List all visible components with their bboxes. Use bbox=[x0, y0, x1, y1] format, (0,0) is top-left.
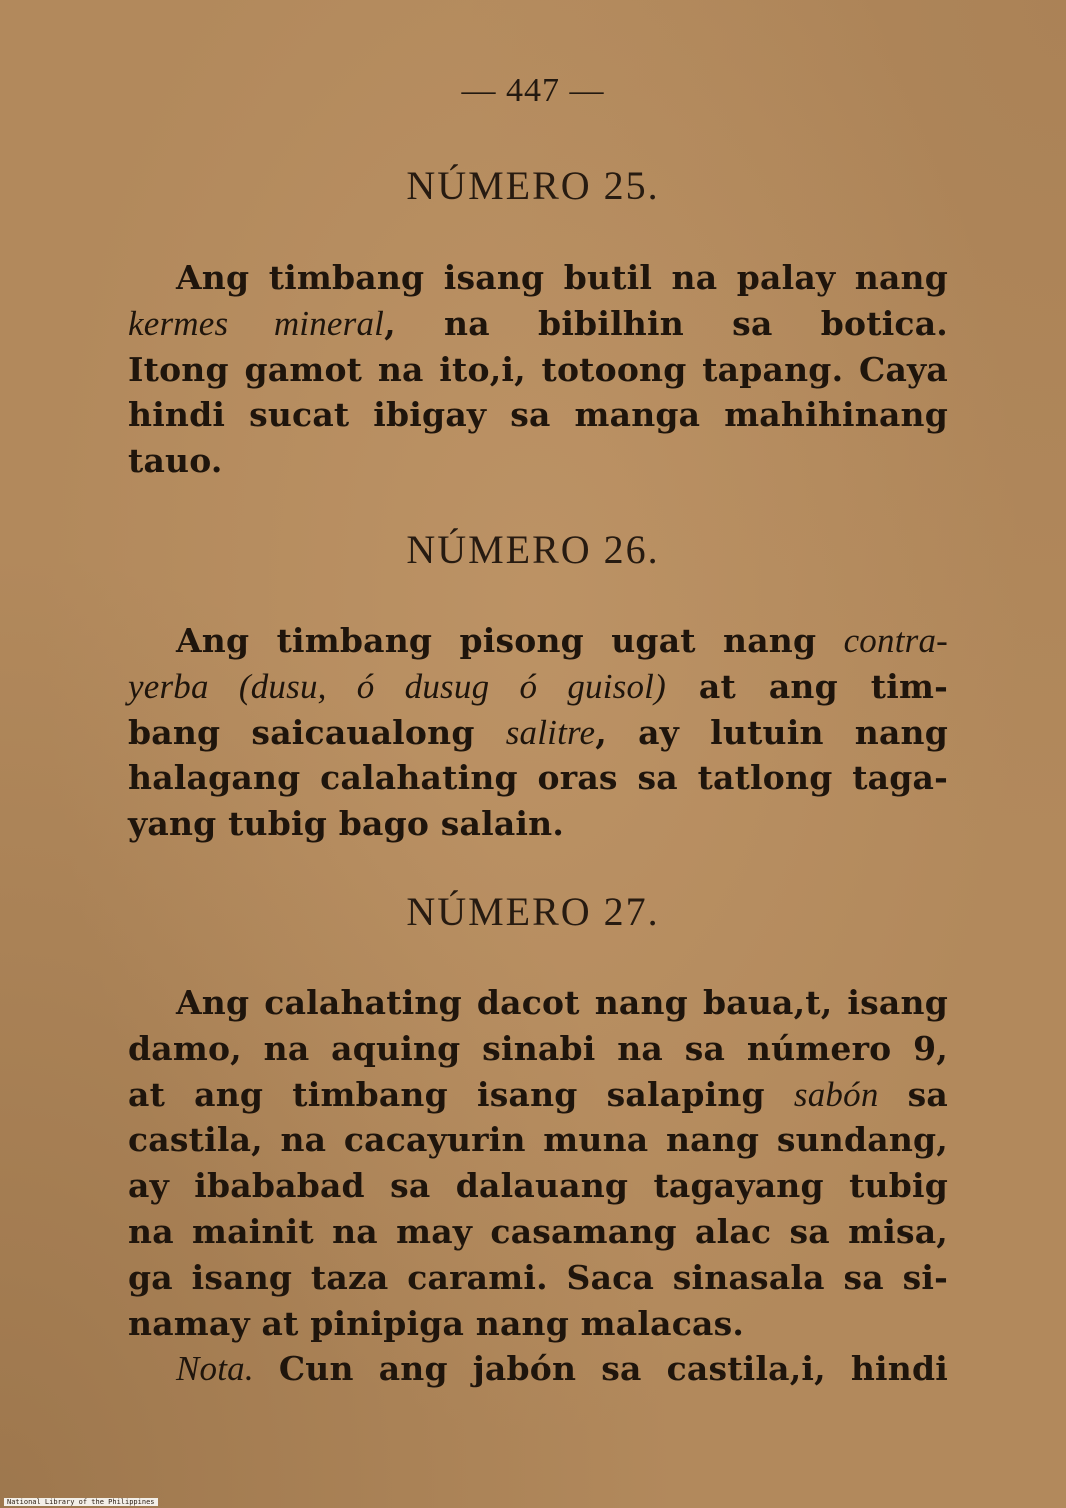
section-body-26 bbox=[128, 618, 948, 847]
text-fragment: Cun ang jabón sa castila,i, hindi bbox=[253, 1349, 948, 1389]
section-body-25 bbox=[128, 255, 948, 484]
text-line: yang tubig bago salain. bbox=[128, 804, 565, 844]
text-line: damo, na aquing sinabi na sa número 9, bbox=[128, 1028, 948, 1068]
section-heading-26: NÚMERO 26. bbox=[406, 527, 660, 572]
text-line bbox=[128, 1346, 948, 1392]
text-line: namay at pinipiga nang malacas. bbox=[128, 1303, 745, 1343]
text-fragment: at ang tim- bbox=[665, 666, 948, 706]
section-body-27 bbox=[128, 980, 948, 1392]
text-line: castila, na cacayurin muna nang sundang, bbox=[128, 1120, 948, 1160]
text-line bbox=[128, 1072, 948, 1118]
text-line: tauo. bbox=[128, 441, 223, 481]
italic-term: contra- bbox=[843, 621, 948, 660]
text-line bbox=[128, 301, 948, 347]
italic-term: Nota. bbox=[176, 1349, 254, 1389]
text-line: ay ibababad sa dalauang tagayang tubig bbox=[128, 1166, 948, 1206]
text-line bbox=[128, 710, 948, 756]
text-line bbox=[128, 664, 948, 710]
text-fragment: at ang timbang isang salaping bbox=[128, 1074, 794, 1114]
italic-term: salitre bbox=[505, 712, 596, 752]
text-line: Itong gamot na ito,i, totoong tapang. Caya bbox=[128, 349, 948, 389]
text-fragment: sa bbox=[878, 1074, 948, 1114]
text-line: halagang calahating oras sa tatlong taga- bbox=[128, 758, 948, 798]
section-heading-27: NÚMERO 27. bbox=[406, 889, 660, 934]
text-fragment: bang saicaualong bbox=[128, 712, 506, 752]
text-line: ga isang taza carami. Saca sinasala sa si- bbox=[128, 1257, 948, 1297]
section-heading-25: NÚMERO 25. bbox=[406, 163, 660, 208]
text-line: na mainit na may casamang alac sa misa, bbox=[128, 1211, 948, 1251]
text-line: Ang calahating dacot nang baua,t, isang bbox=[176, 983, 948, 1022]
text-fragment: Ang timbang pisong ugat nang bbox=[176, 621, 844, 660]
text-fragment: , ay lutuin nang bbox=[595, 712, 948, 752]
text-line: hindi sucat ibigay sa manga mahihinang bbox=[128, 395, 948, 435]
italic-term: yerba (dusu, ó dusug ó guisol) bbox=[128, 666, 666, 706]
italic-term: sabón bbox=[793, 1074, 879, 1114]
text-line bbox=[128, 618, 948, 664]
text-line: Ang timbang isang butil na palay nang bbox=[176, 258, 948, 297]
footer-credit: National Library of the Philippines bbox=[4, 1498, 158, 1506]
italic-term: kermes mineral bbox=[128, 303, 385, 343]
text-fragment: , na bibilhin sa botica. bbox=[384, 303, 948, 343]
page-number: — 447 — bbox=[461, 72, 605, 109]
